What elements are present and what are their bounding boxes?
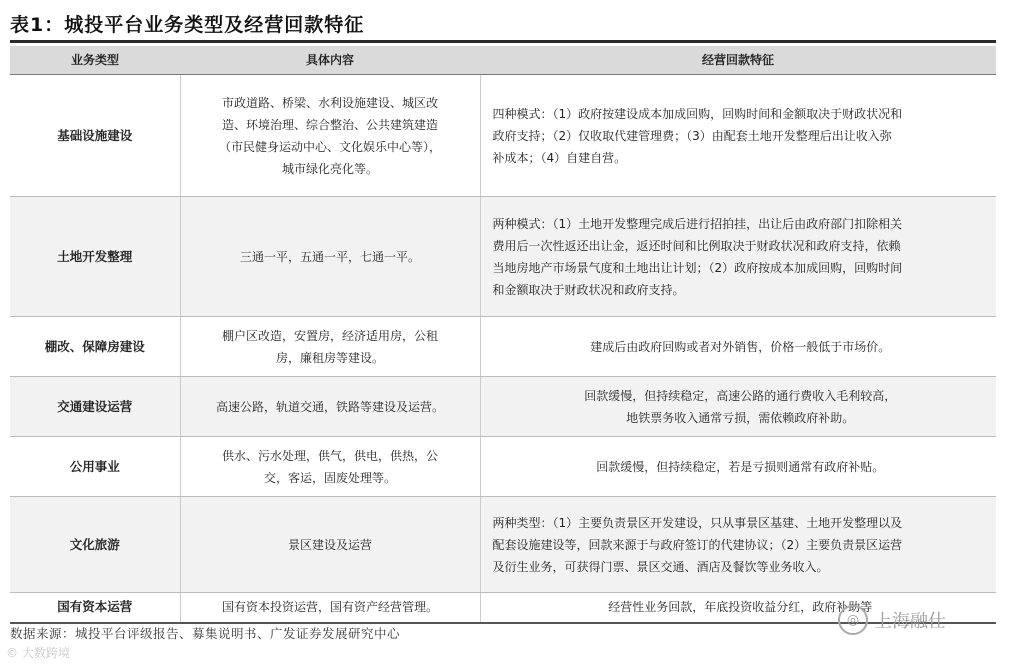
row-feature	[480, 437, 996, 497]
row-type: 国有资本运营	[10, 593, 180, 623]
feature-line: 建成后由政府回购或者对外销售，价格一般低于市场价。	[590, 339, 891, 354]
watermark-left: © 大数跨境	[6, 646, 70, 660]
content-line: 三通一平，五通一平，七通一平。	[239, 249, 420, 264]
table-row	[10, 317, 996, 377]
content-line: 棚户区改造，安置房，经济适用房，公租	[221, 328, 438, 343]
content-line: 景区建设及运营	[287, 537, 372, 552]
watermark-right	[838, 604, 1018, 636]
feature-line: 费用后一次性返还出让金，返还时间和比例取决于财政状况和政府支持，依赖	[492, 238, 901, 253]
header-feature: 经营回款特征	[480, 46, 996, 75]
row-content	[180, 75, 480, 197]
table-row	[10, 437, 996, 497]
row-content	[180, 317, 480, 377]
data-source-note: 数据来源：城投平台评级报告、募集说明书、广发证券发展研究中心	[10, 626, 401, 641]
row-content	[180, 437, 480, 497]
table-header-row	[10, 46, 996, 75]
content-line: 供水、污水处理，供气，供电，供热，公	[221, 448, 438, 463]
row-feature	[480, 317, 996, 377]
row-type: 文化旅游	[10, 497, 180, 593]
business-type-table	[10, 46, 996, 624]
table-row	[10, 377, 996, 437]
table-row	[10, 497, 996, 593]
feature-line: 当地房地产市场景气度和土地出让计划；（2）政府按成本加成回购，回购时间	[492, 260, 903, 275]
feature-line: 四种模式：（1）政府按建设成本加成回购，回购时间和金额取决于财政状况和	[492, 106, 903, 121]
row-type: 棚改、保障房建设	[10, 317, 180, 377]
content-line: 房，廉租房等建设。	[275, 350, 384, 365]
feature-line: 回款缓慢，但持续稳定，若是亏损则通常有政府补贴。	[596, 459, 885, 474]
row-type: 公用事业	[10, 437, 180, 497]
row-content	[180, 377, 480, 437]
row-feature	[480, 197, 996, 317]
header-business-type: 业务类型	[10, 46, 180, 75]
content-line: 市政道路、桥梁、水利设施建设、城区改	[221, 95, 438, 110]
row-content	[180, 197, 480, 317]
content-line: 造、环境治理、综合整治、公共建筑建造	[221, 117, 438, 132]
content-line: 城市绿化亮化等。	[281, 161, 378, 176]
table-row	[10, 197, 996, 317]
header-content: 具体内容	[180, 46, 480, 75]
row-feature	[480, 377, 996, 437]
title-divider	[10, 40, 996, 43]
content-line: 高速公路，轨道交通，铁路等建设及运营。	[215, 399, 444, 414]
content-line: 国有资本投资运营，国有资产经营管理。	[221, 600, 438, 615]
feature-line: 和金额取决于财政状况和政府支持。	[492, 282, 685, 297]
content-line: （市民健身运动中心、文化娱乐中心等），	[218, 139, 441, 154]
feature-line: 及衍生业务，可获得门票、景区交通、酒店及餐饮等业务收入。	[492, 559, 829, 574]
feature-line: 补成本；（4）自建自营。	[492, 150, 627, 165]
content-line: 交，客运，固废处理等。	[263, 470, 396, 485]
feature-line: 配套设施建设等，回款来源于与政府签订的代建协议；（2）主要负责景区运营	[492, 537, 903, 552]
row-type: 交通建设运营	[10, 377, 180, 437]
feature-line: 回款缓慢，但持续稳定，高速公路的通行费收入毛利较高，	[584, 388, 897, 403]
feature-line: 地铁票务收入通常亏损，需依赖政府补助。	[626, 410, 855, 425]
table-title: 表1：城投平台业务类型及经营回款特征	[10, 14, 365, 36]
row-type: 基础设施建设	[10, 75, 180, 197]
feature-line: 两种类型：（1）主要负责景区开发建设，只从事景区基建、土地开发整理以及	[492, 515, 903, 530]
feature-line: 政府支持；（2）仅收取代建管理费；（3）由配套土地开发整理后出让收入弥	[492, 128, 892, 143]
row-feature	[480, 497, 996, 593]
row-feature	[480, 75, 996, 197]
feature-line: 两种模式：（1）土地开发整理完成后进行招拍挂，出让后由政府部门扣除相关	[492, 216, 903, 231]
table-row	[10, 75, 996, 197]
row-content	[180, 497, 480, 593]
row-type: 土地开发整理	[10, 197, 180, 317]
feature-line: 经营性业务回款，年底投资收益分红，政府补助等	[608, 600, 873, 615]
watermark-right-text: 上海融仕	[874, 611, 946, 632]
row-content	[180, 593, 480, 623]
wechat-logo-icon: ◎	[838, 605, 868, 635]
